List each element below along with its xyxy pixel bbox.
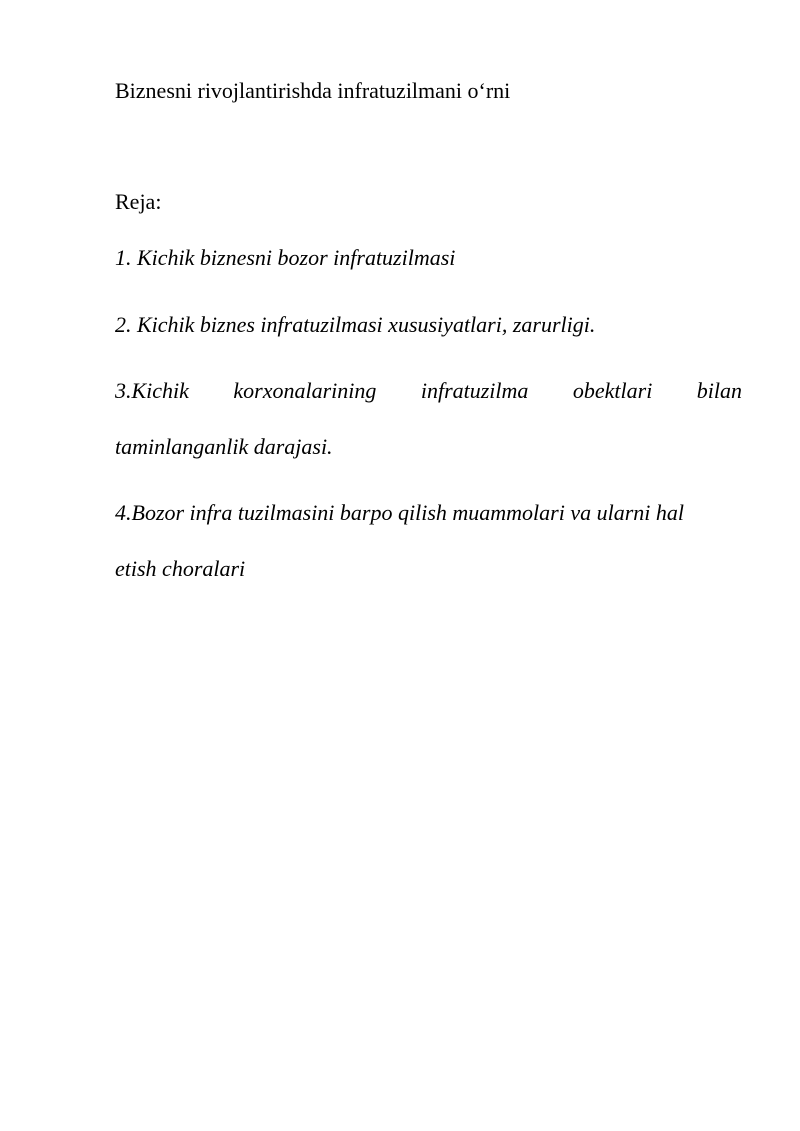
- plan-item-1: 1. Kichik biznesni bozor infratuzilmasi: [115, 245, 456, 270]
- plan-item-3-word: korxonalarining: [233, 378, 377, 403]
- plan-item-3-line-1: [115, 363, 742, 419]
- plan-item-3: [115, 363, 742, 475]
- plan-item-3-word: infratuzilma: [420, 378, 529, 403]
- plan-item-3-word: 3.Kichik: [115, 378, 189, 403]
- plan-item-4: [115, 485, 742, 597]
- plan-item-4-line-2: etish choralari: [115, 556, 246, 581]
- plan-item-3-word: obektlari: [572, 378, 653, 403]
- plan-item-3-line-2: taminlanganlik darajasi.: [115, 434, 333, 459]
- plan-item-4-line-1: 4.Bozor infra tuzilmasini barpo qilish muammolari va ularni hal: [115, 500, 684, 525]
- plan-item-3-word: bilan: [696, 378, 742, 403]
- document-title: Biznesni rivojlantirishda infratuzilmani o‘rni: [115, 78, 511, 103]
- plan-heading: Reja:: [115, 189, 162, 214]
- plan-item-2: 2. Kichik biznes infratuzilmasi xususiyatlari, zarurligi.: [115, 312, 596, 337]
